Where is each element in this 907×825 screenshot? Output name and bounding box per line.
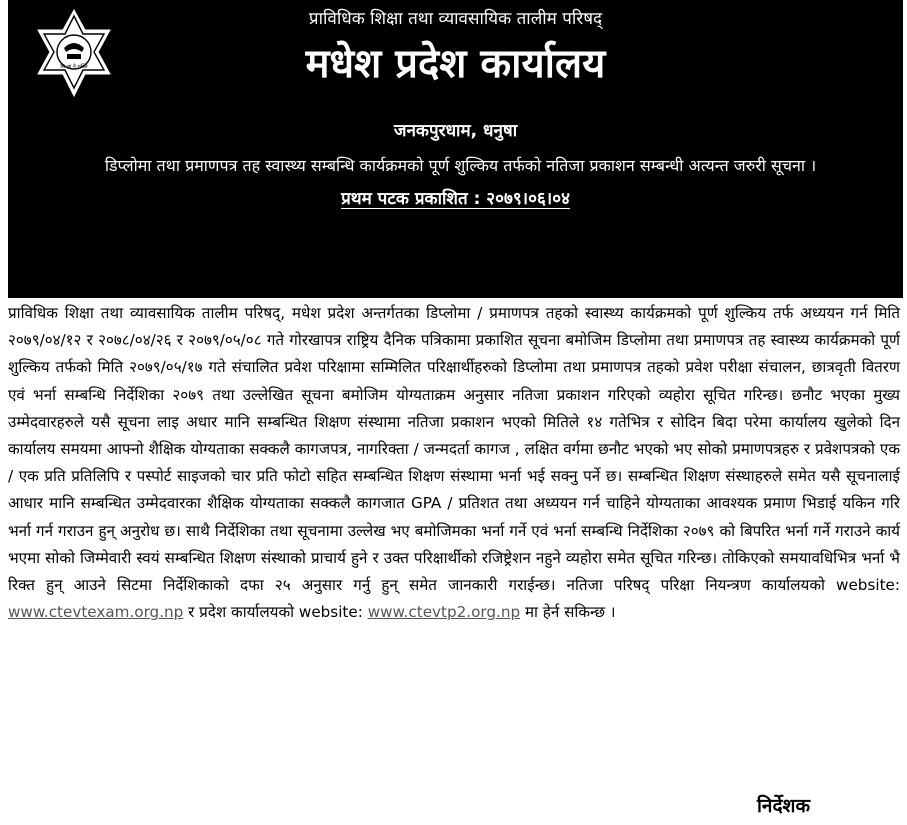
signature-title: निर्देशक [757,795,811,817]
emblem-text: सि क्षा नै शक्ति [60,64,88,70]
ctevtexam-link[interactable]: www.ctevtexam.org.np [8,603,184,622]
connector-text: र प्रदेश कार्यालयको website: [183,603,368,622]
notice-header [8,0,903,298]
notice-title: डिप्लोमा तथा प्रमाणपत्र तह स्वास्थ्य सम्बन्धि कार्यक्रमको पूर्ण शुल्किय तर्फको नतिजा प्रकाशन सम्बन्धी अत्यन्त जरुरी सूचना । [104,156,817,175]
council-name: प्राविधिक शिक्षा तथा व्यावसायिक तालीम परिषद् [308,9,603,29]
ending-text: मा हेर्न सकिन्छ । [520,603,616,622]
office-title: मधेश प्रदेश कार्यालय [305,41,606,87]
publication-date [8,186,903,209]
office-location: जनकपुरधाम, धनुषा [393,121,518,141]
notice-paragraph: प्राविधिक शिक्षा तथा व्यावसायिक तालीम परिषद्, मधेश प्रदेश अन्तर्गतका डिप्लोमा / प्रमाणपत्र तहको स्वास्थ्य कार्यक्रमको पूर्ण शुल्किय तर्फ अध्ययन गर्न मिति २०७९/०४/१२ र २०७८/०४/२६ र २०७९/०५/०८ गते गोरखापत्र राष्ट्रिय दैनिक पत्रिकामा प्रकाशित सूचना बमोजिम डिप्लोमा तथा प्रमाणपत्र तह स्वास्थ्य कार्यक्रमको पूर्ण शुल्किय तर्फको मिति २०७९/०५/१७ गते संचालित प्रवेश परिक्षामा सम्मिलित परिक्षार्थीहरुको डिप्लोमा तथा प्रमाणपत्र तहको प्रवेश परीक्षा संचालन, छात्रवृती वितरण एवं भर्ना सम्बन्धि निर्देशिका २०७९ तथा उल्लेखित सूचना बमोजिम योग्यताक्रम अनुसार नतिजा प्रकाशन गरिएको व्यहोरा सूचित गरिन्छ। छनौट भएका मुख्य उम्मेदवारहरुले यसै सूचना लाइ अधार मानि सम्बन्धित शिक्षण संस्थामा नतिजा प्रकाशन भएको मितिले १४ गतेभित्र र सोदिन बिदा परेमा कार्यालय खुलेको दिन कार्यालय समयमा आफ्नो शैक्षिक योग्यताका सक्कलै कागजपत्र, नागरिक्ता / जन्मदर्ता कागज , लक्षित वर्गमा छनौट भएको भए सोको प्रमाणपत्रहरु र प्रवेशपत्रको एक / एक प्रति प्रतिलिपि र पस्पोर्ट साइजको चार प्रति फोटो सहित सम्बन्धित शिक्षण संस्थामा भर्ना भई सक्नु पर्ने छ। सम्बन्धित शिक्षण संस्थाहरुले समेत यसै सूचनालाई आधार मानि सम्बन्धित उम्मेदवारका शैक्षिक योग्यताका सक्कलै कागजात GPA / प्रतिशत तथा अध्ययन गर्न चाहिने योग्यताका आवश्यक प्रमाण भिडाई यकिन गरि भर्ना गर्न गराउन हुन् अनुरोध छ। साथै निर्देशिका तथा सूचनामा उल्लेख भए बमोजिमका भर्ना गर्ने एवं भर्ना सम्बन्धि निर्देशिका २०७९ को बिपरित भर्ना गर्ने गराउने कार्य भएमा सोको जिम्मेवारी स्वयं सम्बन्धित शिक्षण संस्थाको प्राचार्य हुने र उक्त परिक्षार्थीको रजिष्ट्रेशन नहुने व्यहोरा समेत सूचित गरिन्छ। तोकिएको समयावधिभित्र भर्ना भै रिक्त हुन् आउने सिटमा निर्देशिकाको दफा २५ अनुसार गर्नु हुन् समेत जानकारी गराईन्छ। नतिजा परिषद् परिक्षा नियन्त्रण कार्यालयको website: [8,304,900,595]
notice-body [8,300,900,626]
publication-date-text: प्रथम पटक प्रकाशित : २०७९।०६।०४ [341,189,570,209]
ctevtp2-link[interactable]: www.ctevtp2.org.np [367,603,521,622]
